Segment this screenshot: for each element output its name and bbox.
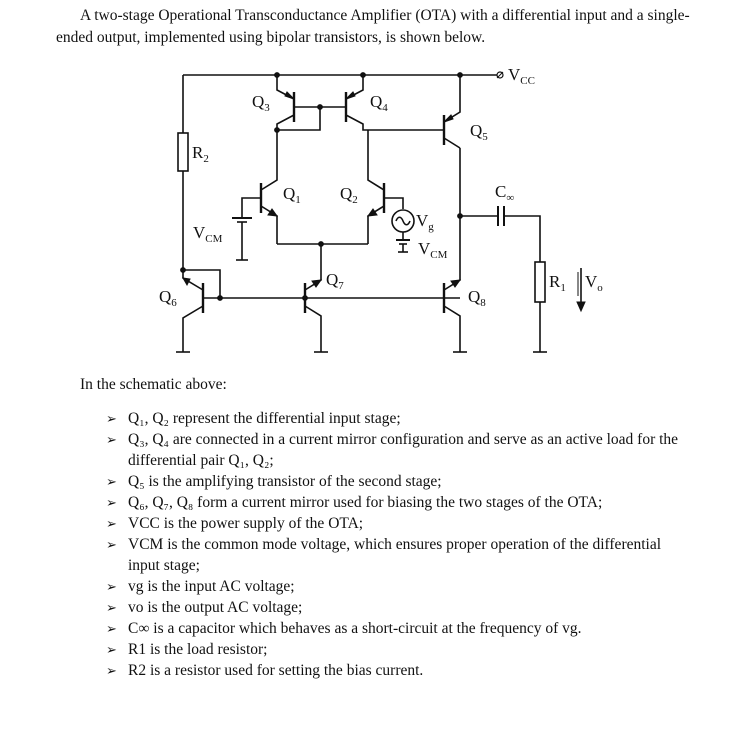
r1-resistor xyxy=(535,262,545,302)
label-q5: $Q_5$ xyxy=(470,121,488,143)
label-vcm-left: $V_{CM}$ xyxy=(193,223,223,245)
list-item: ➢ R2 is a resistor used for setting the bias current. xyxy=(106,662,424,679)
list-item: ➢ Q₅ is the amplifying transistor of the second stage; xyxy=(106,473,442,490)
label-q1: $Q_1$ xyxy=(283,184,301,206)
label-q4: $Q_4$ xyxy=(370,92,388,114)
label-c-inf: $C_\infty$ xyxy=(495,182,515,204)
list-item: ➢ VCC is the power supply of the OTA; xyxy=(106,515,364,532)
label-r2: $R_2$ xyxy=(192,143,209,165)
arrow-bullet-icon: ➢ xyxy=(106,432,117,447)
label-vo: $V_o$ xyxy=(585,272,603,294)
label-vg: $V_g$ xyxy=(416,211,434,233)
label-q7: $Q_7$ xyxy=(326,270,344,292)
label-vcm-right: $V_{CM}$ xyxy=(418,239,448,261)
list-item: ➢ Q₁, Q₂ represent the differential input stage; xyxy=(106,410,401,427)
arrow-bullet-icon: ➢ xyxy=(106,516,117,531)
arrow-bullet-icon: ➢ xyxy=(106,663,117,678)
arrow-bullet-icon: ➢ xyxy=(106,579,117,594)
label-q3: $Q_3$ xyxy=(252,92,270,114)
arrow-bullet-icon: ➢ xyxy=(106,495,117,510)
arrow-bullet-icon: ➢ xyxy=(106,537,117,552)
intro-paragraph: A two-stage Operational Transconductance Amplifier (OTA) with a differential input and a single-ended output, implemented using bipolar transistors, is shown below. xyxy=(56,7,690,46)
list-item: ➢ VCM is the common mode voltage, which ensures proper operation of the differential input stage; xyxy=(106,536,662,574)
label-q2: $Q_2$ xyxy=(340,184,358,206)
arrow-bullet-icon: ➢ xyxy=(106,474,117,489)
list-item: ➢ vg is the input AC voltage; xyxy=(106,578,295,595)
label-q8: $Q_8$ xyxy=(468,287,486,309)
description-list xyxy=(106,408,686,681)
label-r1: $R_1$ xyxy=(549,272,566,294)
list-item: ➢ R1 is the load resistor; xyxy=(106,641,268,658)
caption: In the schematic above: xyxy=(80,376,227,393)
r2-resistor xyxy=(178,133,188,171)
label-q6: $Q_6$ xyxy=(159,287,177,309)
label-vcc: $V_{CC}$ xyxy=(508,65,535,87)
list-item: ➢ vo is the output AC voltage; xyxy=(106,599,303,616)
arrow-bullet-icon: ➢ xyxy=(106,411,117,426)
list-item: ➢ C∞ is a capacitor which behaves as a short-circuit at the frequency of vg. xyxy=(106,620,582,637)
arrow-bullet-icon: ➢ xyxy=(106,621,117,636)
list-item: ➢ Q₃, Q₄ are connected in a current mirror configuration and serve as an active load for the differential pair Q₁, Q₂; xyxy=(106,431,679,469)
list-item: ➢ Q₆, Q₇, Q₈ form a current mirror used for biasing the two stages of the OTA; xyxy=(106,494,603,511)
arrow-bullet-icon: ➢ xyxy=(106,600,117,615)
arrow-bullet-icon: ➢ xyxy=(106,642,117,657)
